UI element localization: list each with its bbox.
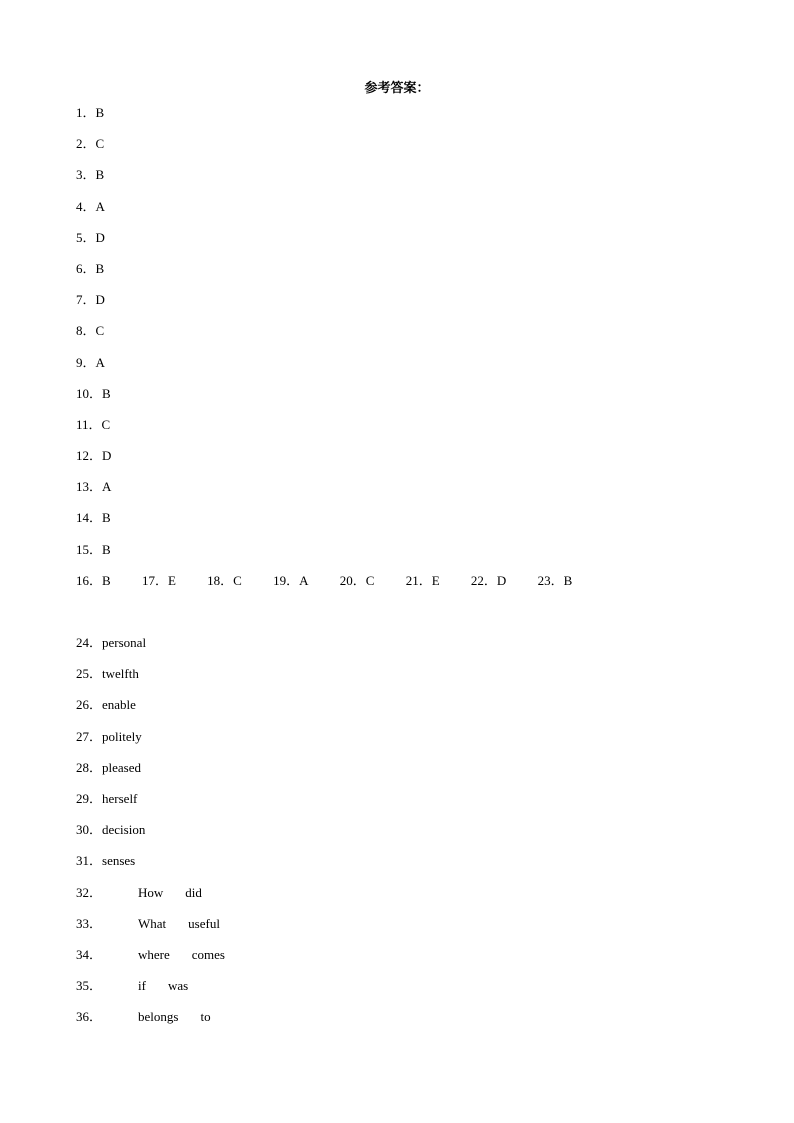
answer-item: 22．D (470, 572, 507, 588)
answer-line: 29．herself (76, 790, 138, 806)
answer-line: 30．decision (76, 822, 146, 838)
answer-line: 1．B (76, 105, 105, 120)
answer-item: 23．B (537, 572, 573, 588)
answer-line: 7．D (76, 292, 105, 308)
answer-line: 9．A (76, 354, 105, 370)
answer-line: 24．personal (76, 635, 147, 650)
answer-line: 11．C (76, 416, 111, 432)
answer-line: 36． belongs to (76, 1009, 211, 1025)
answer-line: 6．B (76, 260, 105, 276)
answer-line: 4．A (76, 198, 105, 214)
answer-line: 33． What useful (76, 915, 220, 931)
answer-line: 13．A (76, 479, 112, 495)
answer-row-16-23 (76, 570, 572, 601)
answer-item: 20．C (339, 572, 375, 588)
answer-line: 2．C (76, 136, 105, 152)
answer-line: 35． if was (76, 978, 189, 994)
answer-line: 8．C (76, 323, 105, 339)
answer-item: 16．B (76, 572, 111, 588)
answer-line: 32． How did (76, 884, 202, 900)
answer-line: 31．senses (76, 853, 136, 869)
answer-item: 18．C (207, 572, 242, 588)
answer-line: 12．D (76, 448, 112, 464)
answer-line: 26．enable (76, 697, 136, 713)
page-title: 参考答案： (364, 81, 430, 96)
answer-line: 28．pleased (76, 759, 141, 775)
answer-line: 34． where comes (76, 946, 225, 962)
answer-line: 15．B (76, 541, 111, 557)
answer-item: 21．E (405, 572, 440, 588)
answer-line: 25．twelfth (76, 666, 139, 682)
answer-line: 10．B (76, 385, 111, 401)
answer-line: 14．B (76, 510, 111, 526)
answer-line: 5．D (76, 229, 105, 245)
answer-line: 3．B (76, 167, 105, 183)
section-gap (76, 601, 572, 632)
answer-list (76, 102, 572, 1037)
answer-item: 19．A (273, 572, 309, 588)
answer-line: 27．politely (76, 728, 142, 744)
answer-item: 17．E (141, 572, 176, 588)
